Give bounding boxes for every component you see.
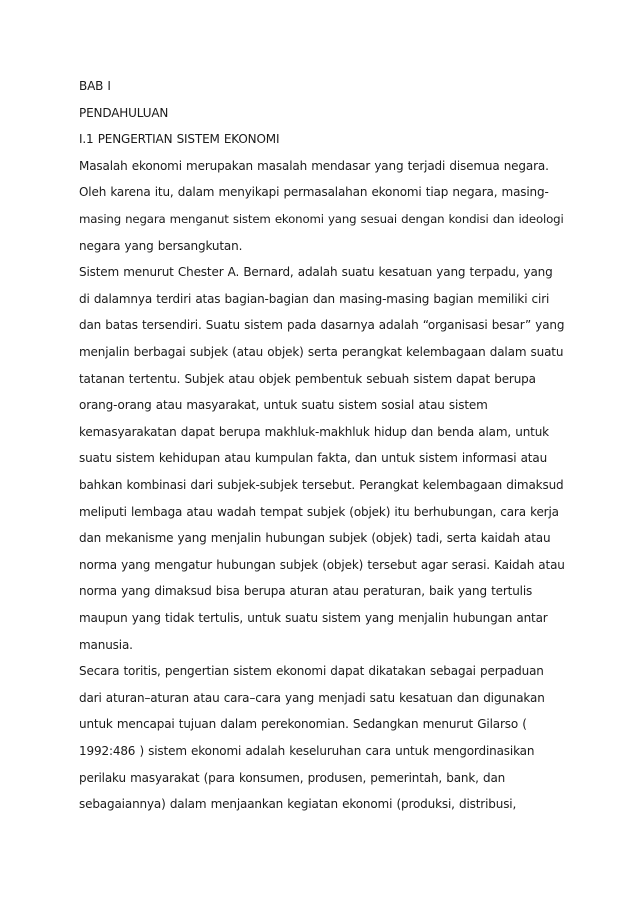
text-line: Sistem menurut Chester A. Bernard, adalah suatu kesatuan yang terpadu, yang: [79, 265, 553, 279]
text-line: meliputi lembaga atau wadah tempat subjek (objek) itu berhubungan, cara kerja: [79, 505, 559, 519]
text-line: norma yang dimaksud bisa berupa aturan atau peraturan, baik yang tertulis: [79, 584, 533, 598]
text-line: dan batas tersendiri. Suatu sistem pada dasarnya adalah “organisasi besar” yang: [79, 318, 565, 332]
text-line: dan mekanisme yang menjalin hubungan subjek (objek) tadi, serta kaidah atau: [79, 531, 551, 545]
text-line: perilaku masyarakat (para konsumen, produsen, pemerintah, bank, dan: [79, 771, 506, 785]
text-line: dari aturan–aturan atau cara–cara yang menjadi satu kesatuan dan digunakan: [79, 691, 545, 705]
text-line: maupun yang tidak tertulis, untuk suatu sistem yang menjalin hubungan antar: [79, 611, 548, 625]
text-line: manusia.: [79, 638, 133, 652]
text-line: bahkan kombinasi dari subjek-subjek tersebut. Perangkat kelembagaan dimaksud: [79, 478, 564, 492]
text-line: masing negara menganut sistem ekonomi yang sesuai dengan kondisi dan ideologi: [79, 212, 564, 226]
text-line: menjalin berbagai subjek (atau objek) serta perangkat kelembagaan dalam suatu: [79, 345, 564, 359]
text-line: untuk mencapai tujuan dalam perekonomian. Sedangkan menurut Gilarso (: [79, 717, 527, 731]
text-line: Masalah ekonomi merupakan masalah mendasar yang terjadi disemua negara.: [79, 159, 549, 173]
text-line: suatu sistem kehidupan atau kumpulan fakta, dan untuk sistem informasi atau: [79, 451, 548, 465]
text-line: kemasyarakatan dapat berupa makhluk-makhluk hidup dan benda alam, untuk: [79, 425, 549, 439]
text-line: tatanan tertentu. Subjek atau objek pembentuk sebuah sistem dapat berupa: [79, 372, 536, 386]
text-line: norma yang mengatur hubungan subjek (objek) tersebut agar serasi. Kaidah atau: [79, 558, 565, 572]
chapter-title: PENDAHULUAN: [79, 106, 169, 120]
chapter-label: BAB I: [79, 79, 111, 93]
text-line: negara yang bersangkutan.: [79, 239, 243, 253]
text-line: di dalamnya terdiri atas bagian-bagian dan masing-masing bagian memiliki ciri: [79, 292, 550, 306]
text-line: Secara toritis, pengertian sistem ekonomi dapat dikatakan sebagai perpaduan: [79, 664, 544, 678]
text-line: Oleh karena itu, dalam menyikapi permasalahan ekonomi tiap negara, masing-: [79, 185, 549, 199]
text-line: 1992:486 ) sistem ekonomi adalah keseluruhan cara untuk mengordinasikan: [79, 744, 535, 758]
text-line: sebagaiannya) dalam menjaankan kegiatan ekonomi (produksi, distribusi,: [79, 797, 517, 811]
section-heading: I.1 PENGERTIAN SISTEM EKONOMI: [79, 132, 280, 146]
text-line: orang-orang atau masyarakat, untuk suatu sistem sosial atau sistem: [79, 398, 488, 412]
